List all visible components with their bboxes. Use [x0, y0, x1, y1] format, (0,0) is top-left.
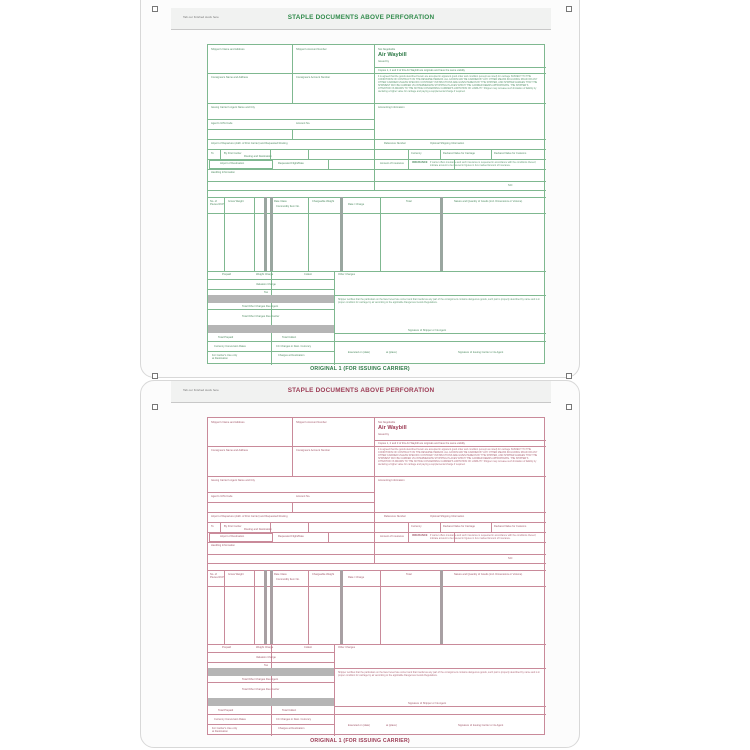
accounting-info-label: Accounting Information [378, 106, 405, 109]
agent-name-label: Issuing Carrier's Agent Name and City [211, 106, 255, 109]
amount-insurance-label: Amount of Insurance [380, 162, 404, 165]
certify-text: Shipper certifies that the particulars on the face hereof are correct and that insofar as any part of the consignment contains dangerous goods, such part is properly described by name and is in proper condition for carriage by air according to the applicable Dangerous Goods Regulations. [338, 671, 540, 678]
reference-number-label: Reference Number [384, 515, 406, 518]
due-agent-label: Total Other Charges Due Agent [242, 305, 279, 308]
due-carrier-label: Total Other Charges Due Carrier [242, 688, 280, 691]
total-header: Total [406, 573, 412, 576]
conversion-rates-label: Currency Conversion Rates [214, 345, 246, 348]
copies-note: Copies 1, 2 and 3 of this Air Waybill are originals and have the same validity [378, 69, 465, 72]
total-collect-label: Total Collect [282, 336, 297, 339]
handling-info-label: Handling Information [211, 544, 235, 547]
commodity-header: Commodity Item No. [276, 205, 300, 208]
due-agent-label: Total Other Charges Due Agent [242, 678, 279, 681]
due-carrier-label: Total Other Charges Due Carrier [242, 315, 280, 318]
consignee-account-label: Consignee's Account Number [296, 76, 331, 79]
chargeable-weight-header: Chargeable Weight [312, 200, 335, 203]
air-waybill-title: Air Waybill [378, 425, 407, 431]
issued-by-label: Issued by [378, 60, 390, 63]
requested-flight-label: Requested Flight/Date [278, 162, 304, 165]
iata-code-label: Agent's IATA Code [211, 495, 233, 498]
awb-sheet-original-1-green [140, 0, 580, 378]
issued-by-label: Issued by [378, 433, 390, 436]
cc-charges-label: CC Charges in Dest. Currency [276, 718, 312, 721]
chargeable-weight-header: Chargeable Weight [312, 573, 335, 576]
first-carrier-label: By First Carrier [224, 152, 242, 155]
first-carrier-label: By First Carrier [224, 525, 242, 528]
accounting-info-label: Accounting Information [378, 479, 405, 482]
staple-instruction: STAPLE DOCUMENTS ABOVE PERFORATION [287, 387, 435, 394]
rate-class-header: Rate Class [274, 573, 287, 576]
insurance-text: If carrier offers insurance and such insurance is requested in accordance with the conditions thereof, indicate amount to be insured in figures in box marked Amount of Insurance. [430, 534, 537, 541]
air-waybill-title: Air Waybill [378, 52, 407, 58]
declared-carriage-label: Declared Value for Carriage [443, 152, 475, 155]
rate-class-header: Rate Class [274, 200, 287, 203]
perforated-stub [171, 8, 551, 30]
stub-note: Tab our finished stock here [183, 15, 219, 19]
requested-flight-label: Requested Flight/Date [278, 535, 304, 538]
declared-customs-label: Declared Value for Customs [494, 152, 527, 155]
collect-label: Collect [304, 273, 312, 276]
total-prepaid-label: Total Prepaid [218, 336, 234, 339]
shipper-account-label: Shipper's Account Number [296, 421, 327, 424]
gross-weight-header: Gross Weight [228, 200, 244, 203]
currency-label: Currency [411, 525, 422, 528]
agreement-text: It is agreed that the goods described herein are accepted in apparent good order and condition (except as noted) for carriage SUBJECT TO THE CONDITIONS OF CONTRACT ON THE REVERSE HEREOF. ALL GOODS MAY BE CARRIED BY ANY OTHER MEANS INCLUDING ROAD OR ANY OTHER CARRIER UNLESS SPECIFIC CONTRARY INSTRUCTIONS ARE GIVEN HEREON BY THE SHIPPER, AND SHIPPER AGREES THAT THE SHIPMENT MAY BE CARRIED VIA INTERMEDIATE STOPPING PLACES WHICH THE CARRIER DEEMS APPROPRIATE. THE SHIPPER'S ATTENTION IS DRAWN TO THE NOTICE CONCERNING CARRIER'S LIMITATION OF LIABILITY. Shipper may increase such limitation of liability by declaring a higher value for carriage and paying a supplemental charge if required. [378, 75, 538, 94]
other-charges-label: Other Charges [338, 273, 356, 276]
agent-name-label: Issuing Carrier's Agent Name and City [211, 479, 255, 482]
airport-departure-label: Airport of Departure (Addr. of First Carrier) and Requested Routing [211, 142, 288, 145]
consignee-account-label: Consignee's Account Number [296, 449, 331, 452]
carrier-use-label: For Carrier's Use only at Destination [212, 354, 238, 360]
total-header: Total [406, 200, 412, 203]
optional-shipping-label: Optional Shipping Information [430, 515, 465, 518]
not-negotiable-label: Not Negotiable [378, 421, 396, 424]
at-place-label: at (place) [386, 351, 397, 354]
total-collect-label: Total Collect [282, 709, 297, 712]
air-waybill-form [207, 417, 545, 735]
charges-destination-label: Charges at Destination [278, 727, 305, 730]
copy-label: ORIGINAL 1 (FOR ISSUING CARRIER) [310, 738, 410, 744]
valuation-charge-label: Valuation Charge [256, 656, 276, 659]
to-label: To [211, 525, 214, 528]
not-negotiable-label: Not Negotiable [378, 48, 396, 51]
gross-weight-header: Gross Weight [228, 573, 244, 576]
amount-insurance-label: Amount of Insurance [380, 535, 404, 538]
account-no-label: Account No. [296, 122, 311, 125]
airport-destination-label: Airport of Destination [220, 162, 245, 165]
at-place-label: at (place) [386, 724, 397, 727]
registration-mark [566, 404, 572, 410]
executed-on-label: Executed on (date) [348, 351, 370, 354]
weight-charge-label: Weight Charge [256, 273, 274, 276]
nature-goods-header: Nature and Quantity of Goods (incl. Dimensions or Volume) [454, 200, 523, 203]
routing-destination-label: Routing and Destination [244, 155, 272, 158]
airport-departure-label: Airport of Departure (Addr. of First Carrier) and Requested Routing [211, 515, 288, 518]
carrier-use-label: For Carrier's Use only at Destination [212, 727, 238, 733]
registration-mark [566, 6, 572, 12]
routing-destination-label: Routing and Destination [244, 528, 272, 531]
copy-label: ORIGINAL 1 (FOR ISSUING CARRIER) [310, 366, 410, 372]
air-waybill-form [207, 44, 545, 364]
prepaid-label: Prepaid [222, 273, 231, 276]
stub-note: Tab our finished stock here [183, 388, 219, 392]
airport-destination-label: Airport of Destination [220, 535, 245, 538]
to-label: To [211, 152, 214, 155]
conversion-rates-label: Currency Conversion Rates [214, 718, 246, 721]
valuation-charge-label: Valuation Charge [256, 283, 276, 286]
insurance-text: If carrier offers insurance and such insurance is requested in accordance with the conditions thereof, indicate amount to be insured in figures in box marked Amount of Insurance. [430, 161, 537, 168]
optional-shipping-label: Optional Shipping Information [430, 142, 465, 145]
rate-charge-header: Rate / Charge [348, 576, 365, 579]
pieces-header: No. of Pieces RCP [210, 573, 224, 579]
sci-label: SCI [508, 557, 513, 560]
agreement-text: It is agreed that the goods described herein are accepted in apparent good order and condition (except as noted) for carriage SUBJECT TO THE CONDITIONS OF CONTRACT ON THE REVERSE HEREOF. ALL GOODS MAY BE CARRIED BY ANY OTHER MEANS INCLUDING ROAD OR ANY OTHER CARRIER UNLESS SPECIFIC CONTRARY INSTRUCTIONS ARE GIVEN HEREON BY THE SHIPPER, AND SHIPPER AGREES THAT THE SHIPMENT MAY BE CARRIED VIA INTERMEDIATE STOPPING PLACES WHICH THE CARRIER DEEMS APPROPRIATE. THE SHIPPER'S ATTENTION IS DRAWN TO THE NOTICE CONCERNING CARRIER'S LIMITATION OF LIABILITY. Shipper may increase such limitation of liability by declaring a higher value for carriage and paying a supplemental charge if required. [378, 448, 538, 467]
total-prepaid-label: Total Prepaid [218, 709, 234, 712]
signature-carrier-label: Signature of Issuing Carrier or its Agent [458, 351, 504, 354]
handling-info-label: Handling Information [211, 171, 235, 174]
cc-charges-label: CC Charges in Dest. Currency [276, 345, 312, 348]
consignee-name-label: Consignee's Name and Address [211, 449, 248, 452]
awb-sheet-original-1-red [140, 380, 580, 748]
copies-note: Copies 1, 2 and 3 of this Air Waybill are originals and have the same validity [378, 442, 465, 445]
currency-label: Currency [411, 152, 422, 155]
signature-shipper-label: Signature of Shipper or his Agent [408, 702, 447, 705]
registration-mark [152, 373, 158, 379]
signature-carrier-label: Signature of Issuing Carrier or its Agent [458, 724, 504, 727]
signature-shipper-label: Signature of Shipper or his Agent [408, 329, 447, 332]
declared-customs-label: Declared Value for Customs [494, 525, 527, 528]
executed-on-label: Executed on (date) [348, 724, 370, 727]
registration-mark [152, 404, 158, 410]
account-no-label: Account No. [296, 495, 311, 498]
sci-label: SCI [508, 184, 513, 187]
certify-text: Shipper certifies that the particulars on the face hereof are correct and that insofar as any part of the consignment contains dangerous goods, such part is properly described by name and is in proper condition for carriage by air according to the applicable Dangerous Goods Regulations. [338, 298, 540, 305]
reference-number-label: Reference Number [384, 142, 406, 145]
registration-mark [566, 373, 572, 379]
insurance-label: INSURANCE [412, 161, 428, 164]
collect-label: Collect [304, 646, 312, 649]
declared-carriage-label: Declared Value for Carriage [443, 525, 475, 528]
insurance-label: INSURANCE [412, 534, 428, 537]
iata-code-label: Agent's IATA Code [211, 122, 233, 125]
perforated-stub [171, 381, 551, 403]
registration-mark [152, 6, 158, 12]
shipper-name-label: Shipper's Name and Address [211, 421, 245, 424]
rate-charge-header: Rate / Charge [348, 203, 365, 206]
tax-label: Tax [264, 664, 269, 667]
other-charges-label: Other Charges [338, 646, 356, 649]
commodity-header: Commodity Item No. [276, 578, 300, 581]
nature-goods-header: Nature and Quantity of Goods (incl. Dimensions or Volume) [454, 573, 523, 576]
shipper-name-label: Shipper's Name and Address [211, 48, 245, 51]
shipper-account-label: Shipper's Account Number [296, 48, 327, 51]
consignee-name-label: Consignee's Name and Address [211, 76, 248, 79]
prepaid-label: Prepaid [222, 646, 231, 649]
staple-instruction: STAPLE DOCUMENTS ABOVE PERFORATION [287, 14, 435, 21]
charges-destination-label: Charges at Destination [278, 354, 305, 357]
weight-charge-label: Weight Charge [256, 646, 274, 649]
tax-label: Tax [264, 291, 269, 294]
pieces-header: No. of Pieces RCP [210, 200, 224, 206]
